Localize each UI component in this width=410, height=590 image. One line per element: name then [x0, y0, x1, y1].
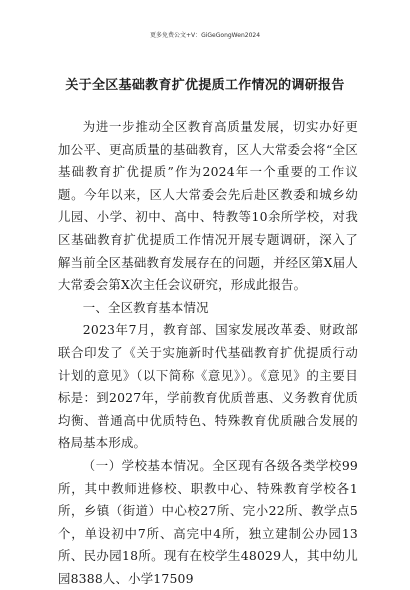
- document-title: 关于全区基础教育扩优提质工作情况的调研报告: [65, 78, 345, 93]
- header-note: 更多免费公文+V：GiGeGongWen2024: [149, 32, 261, 39]
- body-paragraph: （一）学校基本情况。全区现有各级各类学校99所，其中教师进修校、职教中心、特殊教育学校各1所，乡镇（街道）中心校27所、完小22所、教学点5个，单设初中7所、高完中4所，独立建制公办园13所、民办园18所。现有在校学生48029人，其中幼儿园8388人、小学17509: [58, 457, 358, 586]
- document-body: [58, 116, 358, 590]
- intro-paragraph: 为进一步推动全区教育高质量发展，切实办好更加公平、更高质量的基础教育，区人大常委会将“全区基础教育扩优提质”作为2024年一个重要的工作议题。今年以来，区人大常委会先后赴区教委和城乡幼儿园、小学、初中、高中、特教等10余所学校，对我区基础教育扩优提质工作情况开展专题调研，深入了解当前全区基础教育发展存在的问题，并经区第X届人大常委会第X次主任会议研究，形成此报告。: [58, 119, 358, 293]
- body-paragraph: 2023年7月，教育部、国家发展改革委、财政部联合印发了《关于实施新时代基础教育扩优提质行动计划的意见》（以下简称《意见》）。《意见》的主要目标是：到2027年，学前教育优质普惠、义务教育优质均衡、普通高中优质特色、特殊教育优质融合发展的格局基本形成。: [58, 322, 358, 451]
- section-heading: 一、全区教育基本情况: [82, 299, 209, 315]
